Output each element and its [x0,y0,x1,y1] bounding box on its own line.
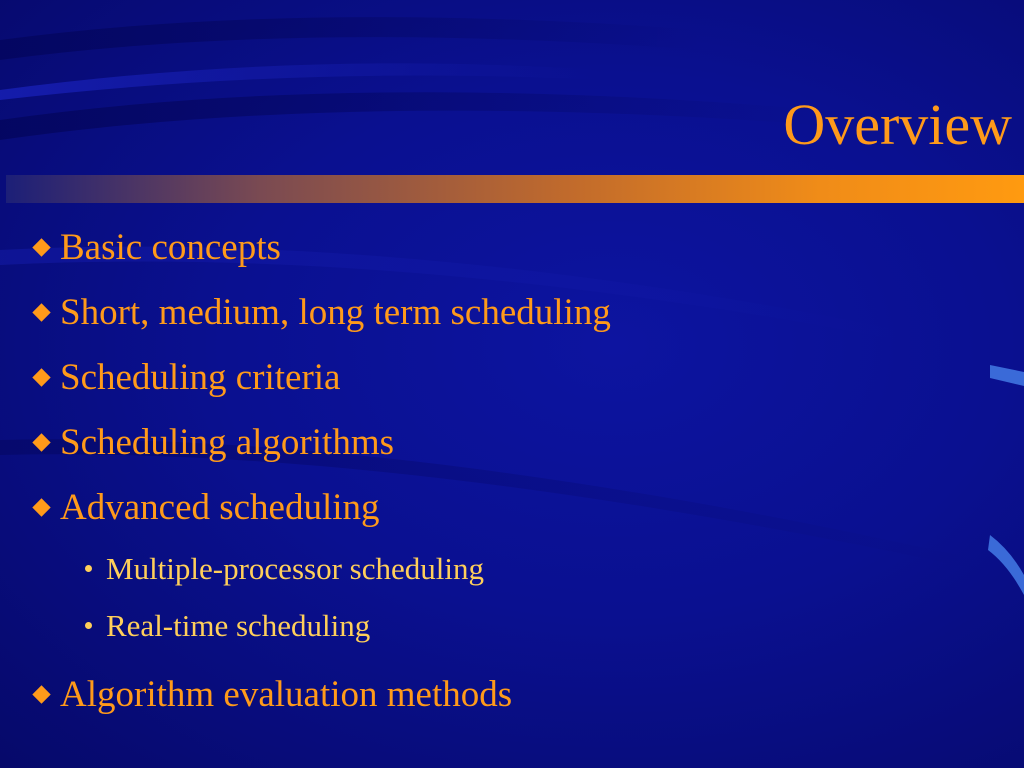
diamond-bullet-icon [33,369,50,386]
sub-bullet-text: Multiple-processor scheduling [106,550,484,586]
diamond-bullet-icon [33,686,50,703]
diamond-bullet-icon [33,239,50,256]
bullet-list [30,215,990,727]
slide-title: Overview [783,92,1012,157]
bullet-item [30,475,990,540]
bullet-text: Advanced scheduling [60,487,380,528]
bullet-text: Algorithm evaluation methods [60,674,513,715]
sub-bullet-text: Real-time scheduling [106,607,371,643]
sub-bullet-item [30,540,990,597]
diamond-bullet-icon [33,499,50,516]
title-underline-bar [6,175,1024,203]
spacer [30,654,990,662]
bullet-item [30,215,990,280]
edge-highlight-shape [988,535,1024,595]
dot-bullet-icon [85,565,92,572]
diamond-bullet-icon [33,434,50,451]
diamond-bullet-icon [33,304,50,321]
bullet-text: Basic concepts [60,227,281,268]
bullet-item [30,662,990,727]
bullet-item [30,345,990,410]
edge-highlight-shape [990,365,1024,386]
bullet-text: Scheduling criteria [60,357,341,398]
bullet-text: Short, medium, long term scheduling [60,292,611,333]
bullet-text: Scheduling algorithms [60,422,394,463]
bullet-item [30,410,990,475]
dot-bullet-icon [85,622,92,629]
sub-bullet-item [30,597,990,654]
bullet-item [30,280,990,345]
